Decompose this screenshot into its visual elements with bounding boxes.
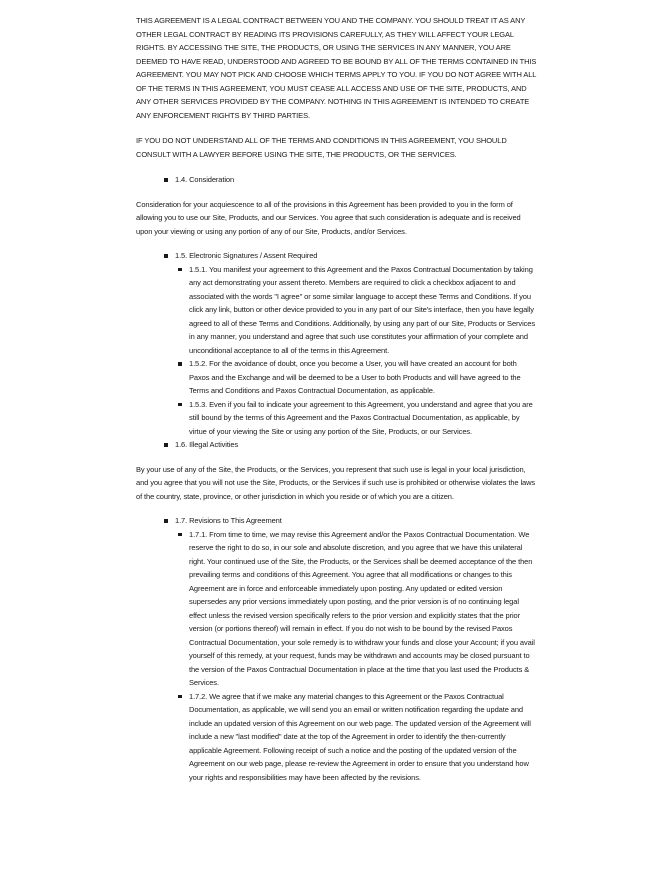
- section-1-5-3: 1.5.3. Even if you fail to indicate your agreement to this Agreement, you understand and agree that you are still bound by the terms of this Agreement and the Paxos Contractual Documentation, as applicable, by virtue of your viewing the Site or using any portion of the Site, Products, or our Services.: [178, 398, 538, 439]
- section-1-4-heading: 1.4. Consideration: [164, 173, 538, 187]
- section-1-7-sublist: [178, 528, 538, 785]
- section-1-5-item: [164, 249, 538, 438]
- section-1-4-body: Consideration for your acquiescence to all of the provisions in this Agreement has been provided to you in the form of allowing you to use our Site, Products, and our Services. You agree that such consideration is adequate and is received upon your viewing or using any portion of any of our Site, Products, and/or Services.: [136, 199, 521, 236]
- section-1-7-item: [164, 514, 538, 784]
- lawyer-notice-paragraph: IF YOU DO NOT UNDERSTAND ALL OF THE TERMS AND CONDITIONS IN THIS AGREEMENT, YOU SHOULD CONSULT WITH A LAWYER BEFORE USING THE SITE, THE PRODUCTS, OR THE SERVICES.: [136, 136, 507, 159]
- section-1-5-sublist: [178, 263, 538, 439]
- caps-notice-paragraph: THIS AGREEMENT IS A LEGAL CONTRACT BETWEEN YOU AND THE COMPANY. YOU SHOULD TREAT IT AS ANY OTHER LEGAL CONTRACT BY READING ITS PROVISIONS CAREFULLY, AS THEY WILL AFFECT YOUR LEGAL RIGHTS. BY ACCESSING THE SITE, THE PRODUCTS, OR USING THE SERVICES IN ANY MANNER, YOU ARE DEEMED TO HAVE READ, UNDERSTOOD AND AGREED TO BE BOUND BY ALL OF THE TERMS CONTAINED IN THIS AGREEMENT. YOU MAY NOT PICK AND CHOOSE WHICH TERMS APPLY TO YOU. IF YOU DO NOT AGREE WITH ALL OF THE TERMS IN THIS AGREEMENT, YOU MUST CEASE ALL ACCESS AND USE OF THE SITE, PRODUCTS, AND ANY OTHER SERVICES PROVIDED BY THE COMPANY. NOTHING IN THIS AGREEMENT IS INTENDED TO CREATE ANY ENFORCEMENT RIGHTS BY THIRD PARTIES.: [136, 16, 537, 120]
- section-1-5-heading: 1.5. Electronic Signatures / Assent Required: [175, 251, 318, 260]
- section-1-6-heading: 1.6. Illegal Activities: [164, 438, 538, 452]
- section-1-5-1: 1.5.1. You manifest your agreement to this Agreement and the Paxos Contractual Documentation by taking any act demonstrating your assent thereto. Members are required to click a checkbox adjacent to and associated with the words "I agree" or some similar language to accept these Terms and Conditions. If you click any link, button or other device provided to you in any part of our Site's interface, then you have legally agreed to all of these Terms and Conditions. Additionally, by using any part of our Site, Products or Services in any manner, you understand and agree that such use constitutes your affirmation of your complete and unconditional acceptance to all of the terms in this Agreement.: [178, 263, 538, 358]
- section-1-4-list: [164, 173, 538, 187]
- section-1-5-2: 1.5.2. For the avoidance of doubt, once you become a User, you will have created an account for both Paxos and the Exchange and will be deemed to be a User to both Products and will have agreed to the Terms and Conditions and Paxos Contractual Documentation, as applicable.: [178, 357, 538, 398]
- section-1-7-heading: 1.7. Revisions to This Agreement: [175, 516, 282, 525]
- section-1-5-list: [164, 249, 538, 452]
- section-1-6-body: By your use of any of the Site, the Products, or the Services, you represent that such use is legal in your local jurisdiction, and you agree that you will not use the Site, Products, or the Services if such use is prohibited or otherwise violates the laws of the country, state, province, or other jurisdiction in which you reside or of which you are a citizen.: [136, 464, 536, 501]
- section-1-7-1: 1.7.1. From time to time, we may revise this Agreement and/or the Paxos Contractual Documentation. We reserve the right to do so, in our sole and absolute discretion, and you agree that we have this unilateral right. Your continued use of the Site, the Products, or the Services shall be deemed acceptance of the then prevailing terms and conditions of this Agreement. You agree that all modifications or changes to this Agreement are in force and enforceable immediately upon posting. Any updated or edited version supersedes any prior versions immediately upon posting, and the prior version is of no continuing legal effect unless the revised version specifically refers to the prior version and explicitly states that the prior version (or portions thereof) will remain in effect. If you do not wish to be bound by the revised Paxos Contractual Documentation, your sole remedy is to withdraw your funds and close your Account; if you avail yourself of this remedy, at your request, funds may be withdrawn and accounts may be closed pursuant to the version of the Paxos Contractual Documentation in place at the time that you last used the Products & Services.: [178, 528, 538, 690]
- section-1-7-2: 1.7.2. We agree that if we make any material changes to this Agreement or the Paxos Contractual Documentation, as applicable, we will send you an email or written notification regarding the update and include an updated version of this Agreement on our web page. The updated version of the Agreement will include a new "last modified" date at the top of the Agreement in order to identify the then-currently applicable Agreement. Following receipt of such a notice and the posting of the updated version of the Agreement on our web page, please re-review the Agreement in order to ensure that you understand how your rights and responsibilities may have been affected by the revisions.: [178, 690, 538, 785]
- section-1-7-list: [164, 514, 538, 784]
